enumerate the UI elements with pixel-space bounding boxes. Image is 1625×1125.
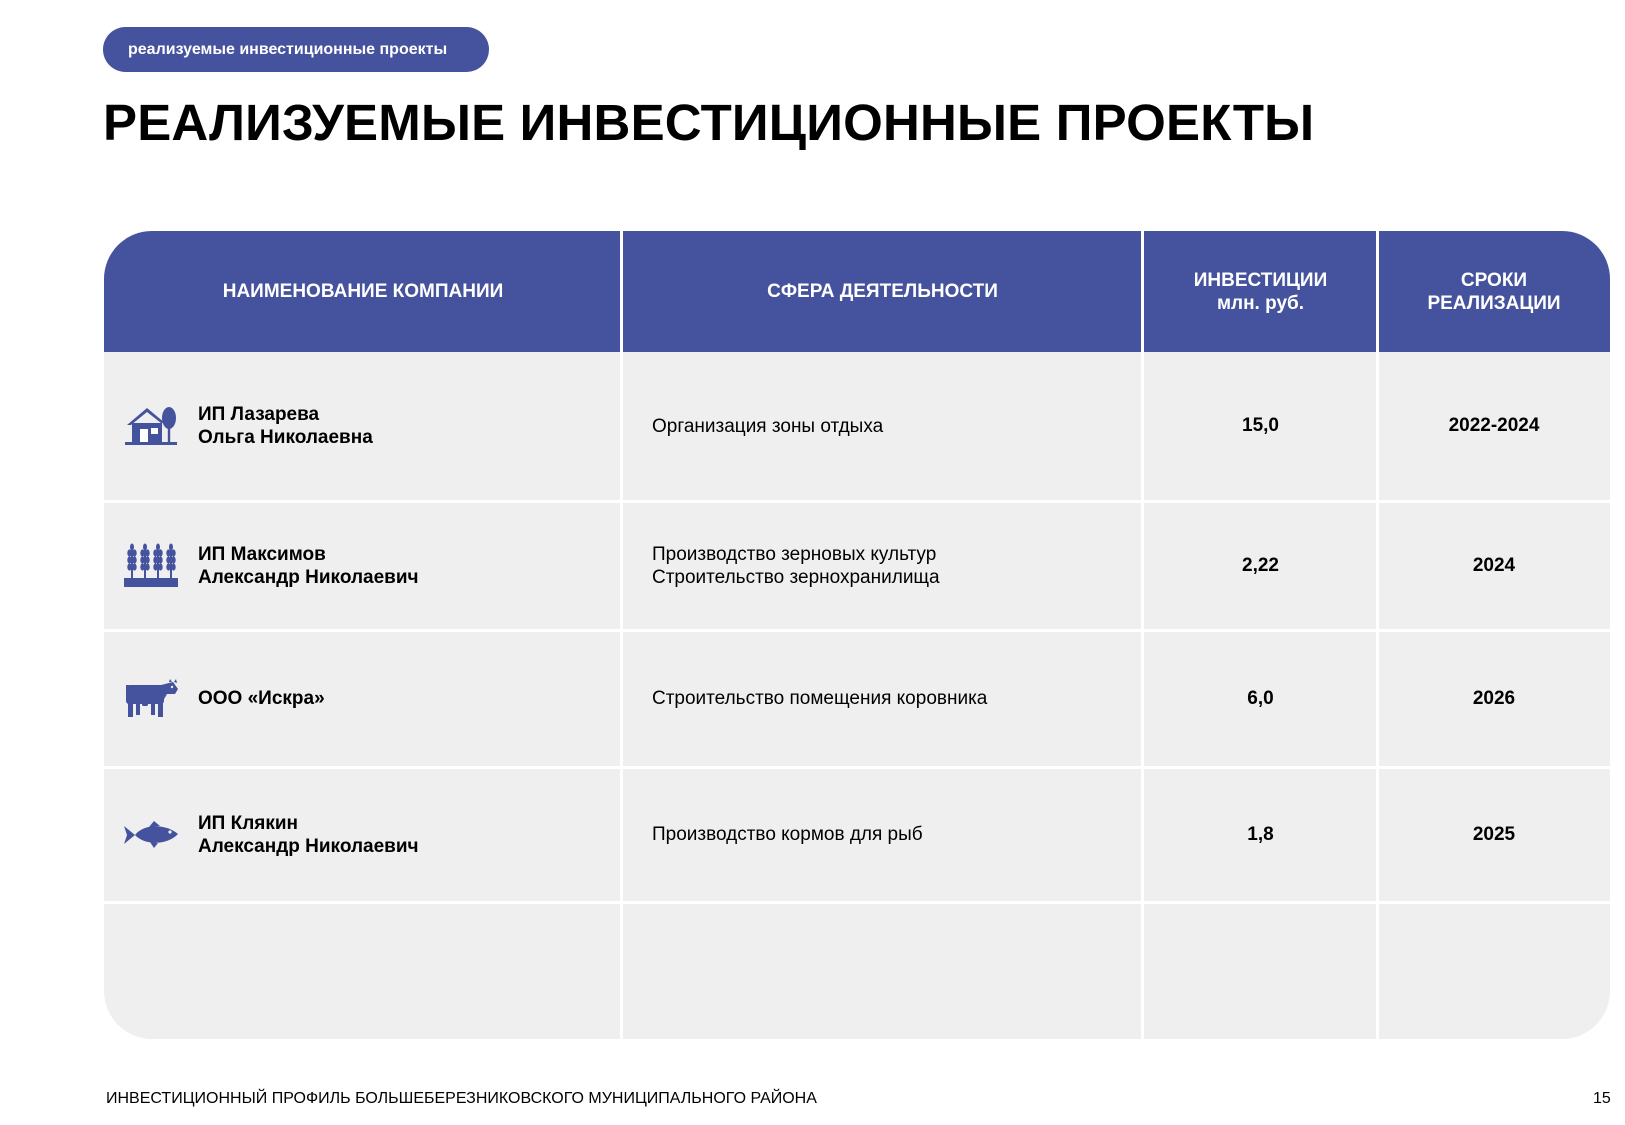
header-company: НАИМЕНОВАНИЕ КОМПАНИИ (222, 281, 504, 302)
table-row (104, 768, 1610, 901)
activity-line1: Производство зерновых культур (652, 543, 937, 565)
header-term-line1: СРОКИ (1460, 269, 1528, 291)
activity-line2: Строительство зернохранилища (652, 566, 940, 588)
page-number: 15 (1593, 1090, 1611, 1107)
investment-cell: 2,22 (1242, 554, 1279, 576)
company-name (198, 543, 419, 589)
activity-line1: Организация зоны отдыха (652, 415, 884, 437)
row-divider (104, 766, 1610, 769)
company-name (198, 403, 373, 449)
row-divider (104, 629, 1610, 632)
row-divider (104, 500, 1610, 503)
page-title: РЕАЛИЗУЕМЫЕ ИНВЕСТИЦИОННЫЕ ПРОЕКТЫ (103, 94, 1315, 151)
header-investment-unit: млн. руб. (1216, 292, 1305, 314)
activity-line1: Строительство помещения коровника (652, 688, 988, 709)
term-cell: 2025 (1472, 823, 1516, 845)
header-term (1378, 231, 1610, 352)
company-cell (104, 502, 622, 629)
investment-cell: 6,0 (1247, 687, 1274, 709)
empty-table-row (104, 903, 1610, 1039)
company-name-line1: ИП Лазарева (198, 404, 320, 425)
table-row (104, 631, 1610, 766)
term-cell: 2024 (1472, 554, 1516, 576)
header-investment (1143, 231, 1378, 352)
column-divider (620, 231, 623, 1039)
investment-cell: 1,8 (1247, 823, 1274, 845)
term-cell: 2026 (1472, 687, 1516, 709)
company-name (198, 812, 419, 858)
company-name (198, 687, 325, 710)
footer-caption: ИНВЕСТИЦИОННЫЙ ПРОФИЛЬ БОЛЬШЕБЕРЕЗНИКОВСКОГО МУНИЦИПАЛЬНОГО РАЙОНА (106, 1090, 817, 1107)
header-activity: СФЕРА ДЕЯТЕЛЬНОСТИ (767, 281, 998, 302)
investment-cell: 15,0 (1242, 415, 1279, 436)
header-term-line2: РЕАЛИЗАЦИИ (1427, 292, 1561, 314)
house-tree-icon (122, 402, 180, 450)
activity-cell (622, 352, 1143, 500)
column-divider (1376, 231, 1379, 1039)
table-header (104, 231, 1610, 352)
table-row (104, 502, 1610, 629)
table-row (104, 352, 1610, 500)
projects-table (104, 231, 1610, 1039)
fish-icon (122, 811, 180, 859)
wheat-field-icon (122, 542, 180, 590)
header-investment-title: ИНВЕСТИЦИИ (1193, 269, 1328, 291)
row-divider (104, 901, 1610, 904)
company-name-line1: ИП Клякин (198, 812, 299, 834)
activity-cell (622, 768, 1143, 901)
company-name-line2: Ольга Николаевна (198, 427, 373, 448)
company-cell (104, 768, 622, 901)
company-cell (104, 631, 622, 766)
activity-line1: Производство кормов для рыб (652, 824, 923, 845)
activity-cell (622, 502, 1143, 629)
cow-icon (122, 675, 180, 723)
section-label: реализуемые инвестиционные проекты (103, 27, 489, 72)
company-name-line1: ИП Максимов (198, 543, 326, 565)
column-divider (1141, 231, 1144, 1039)
company-cell (104, 352, 622, 500)
term-cell: 2022-2024 (1448, 415, 1540, 436)
company-name-line1: ООО «Искра» (198, 688, 325, 709)
company-name-line2: Александр Николаевич (198, 835, 419, 857)
activity-cell (622, 631, 1143, 766)
company-name-line2: Александр Николаевич (198, 566, 419, 588)
